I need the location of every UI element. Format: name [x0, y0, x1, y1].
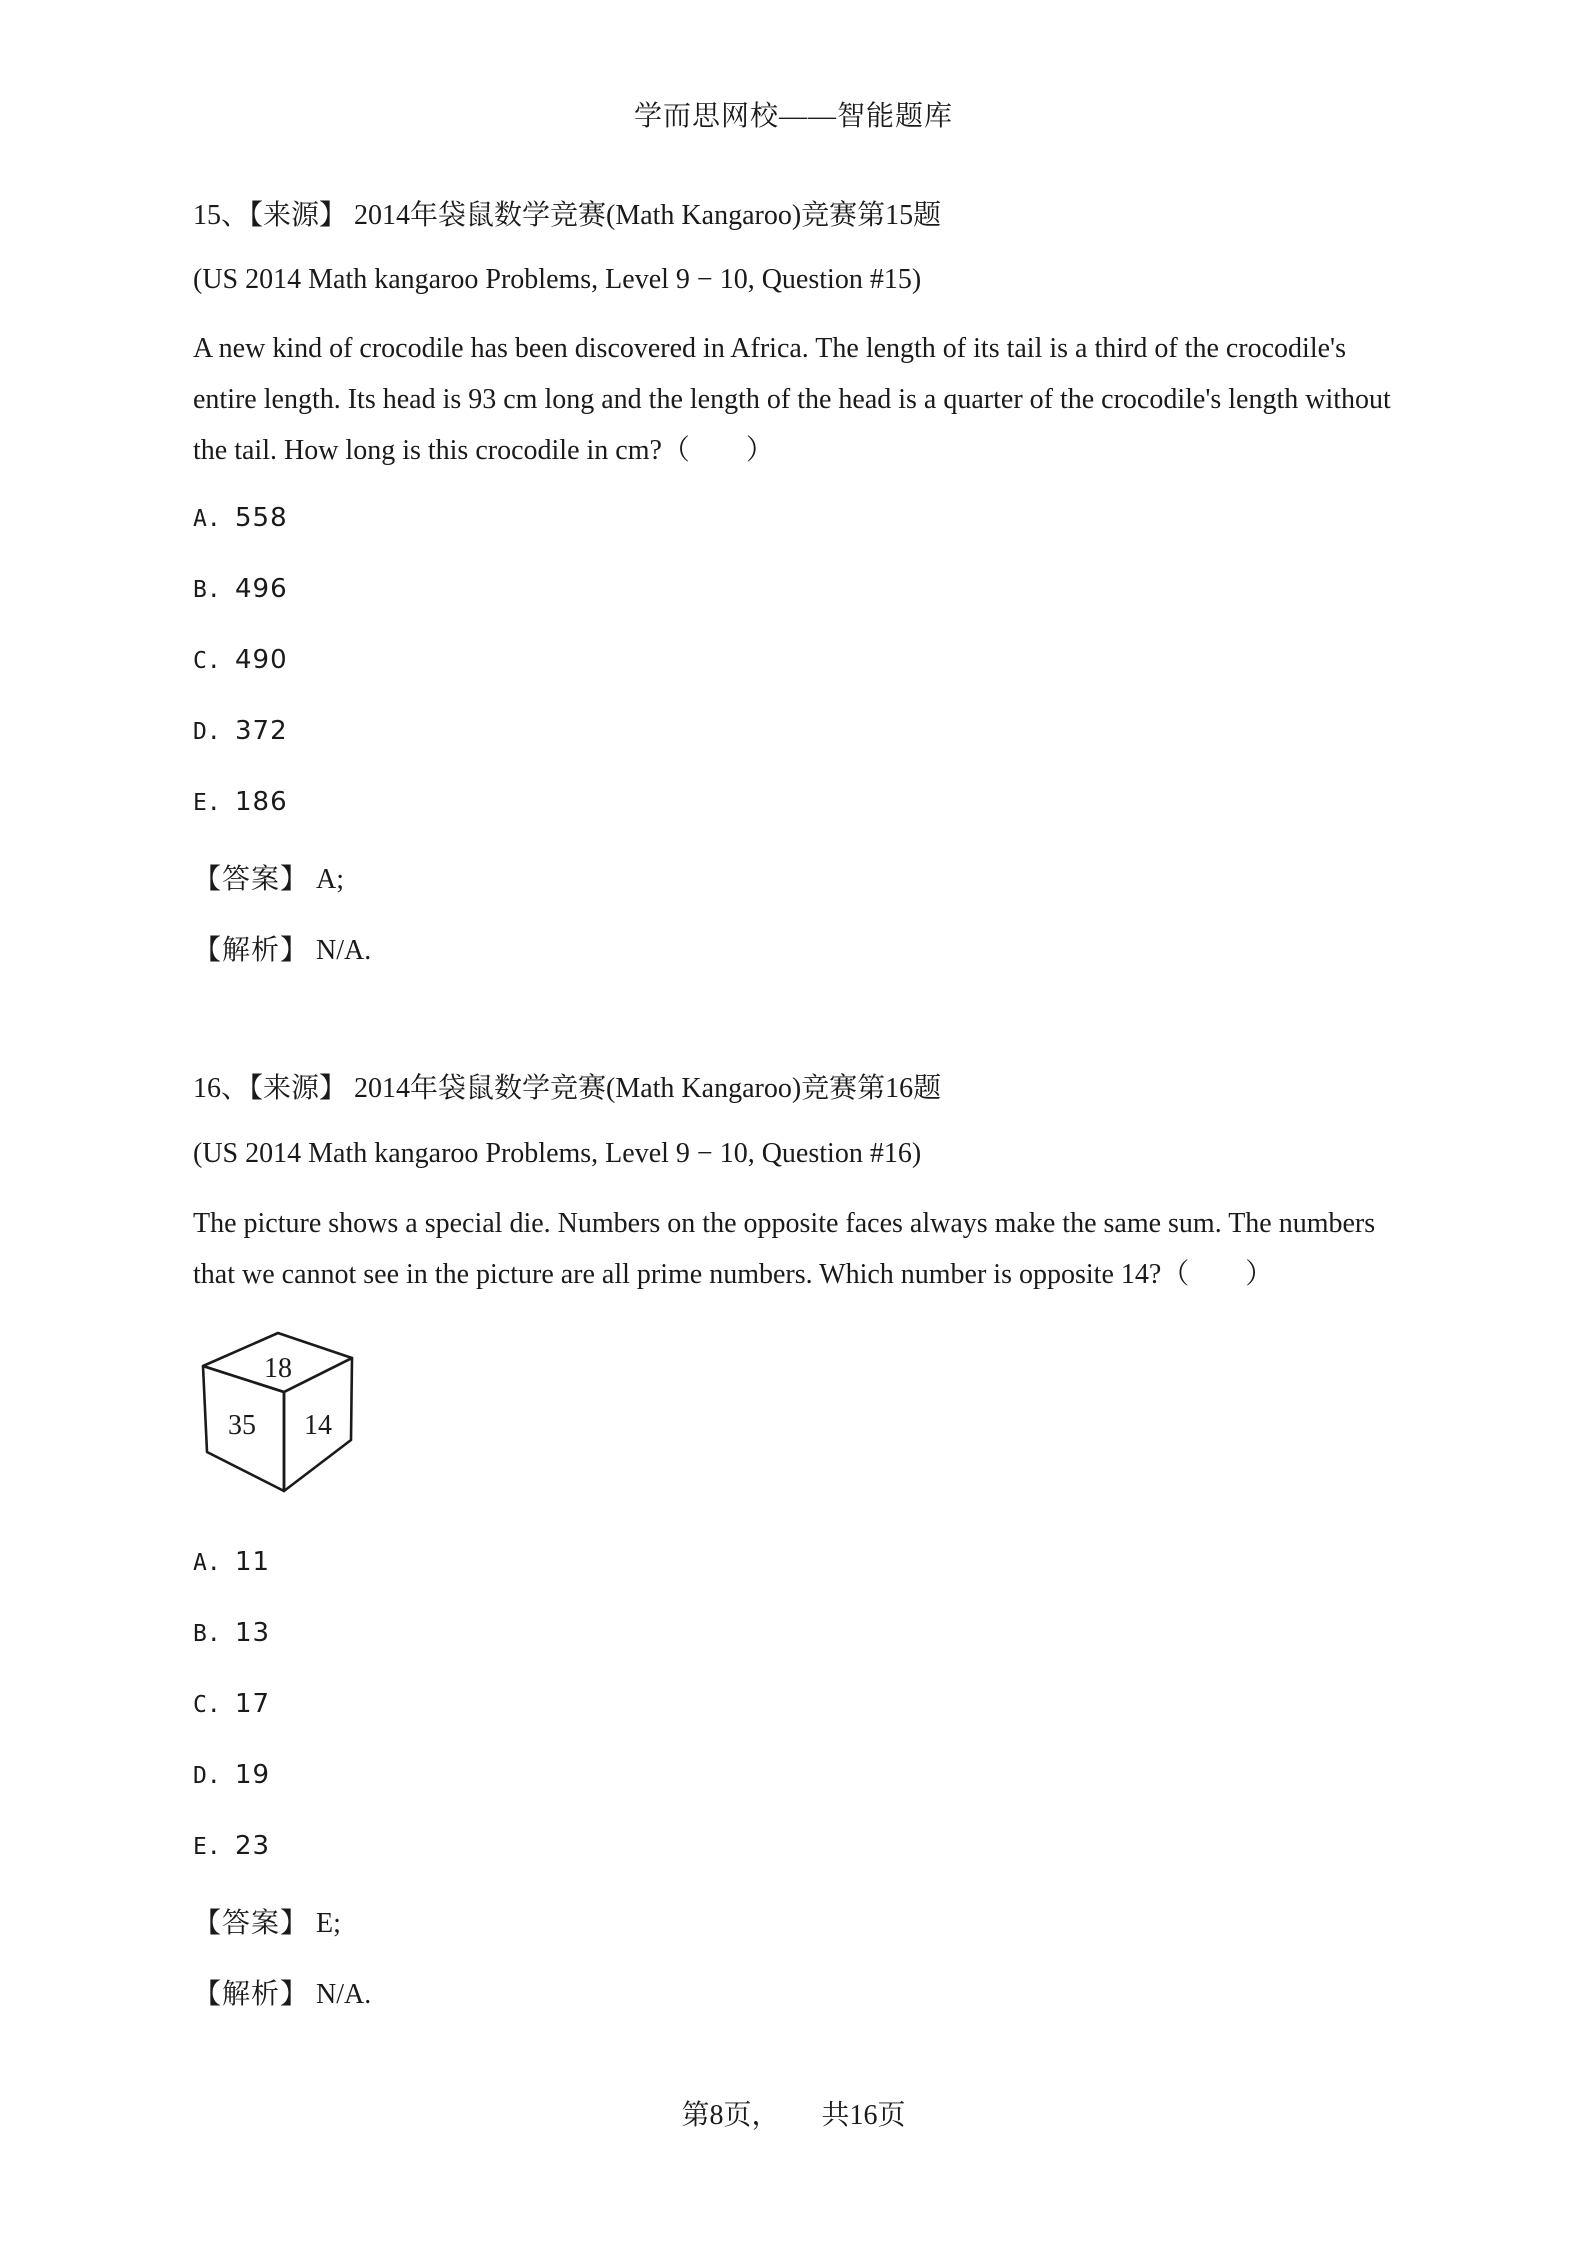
question-16-option-e — [193, 1830, 270, 1861]
option-value: 13 — [235, 1618, 271, 1648]
question-16-source: 16、【来源】 2014年袋鼠数学竞赛(Math Kangaroo)竞赛第16题 — [193, 1073, 942, 1104]
option-letter: C. — [193, 648, 221, 674]
option-value: 490 — [235, 645, 288, 675]
answer-label: 【答案】 — [193, 864, 310, 895]
option-letter: E. — [193, 790, 221, 816]
question-15-option-a — [193, 502, 288, 533]
option-value: 11 — [235, 1547, 271, 1577]
question-15-option-b — [193, 573, 288, 604]
option-letter: A. — [193, 1550, 221, 1576]
question-15-text: A new kind of crocodile has been discovered in Africa. The length of its tail is a third of the crocodile's entire length. Its head is 93 cm long and the length of the head is a quarter of the crocodile's length without the tail. How long is this crocodile in cm?（ ） — [193, 333, 1391, 466]
question-15-option-e — [193, 786, 288, 817]
question-15-answer — [193, 857, 344, 897]
answer-label: 【答案】 — [193, 1908, 310, 1939]
question-16-option-d — [193, 1759, 270, 1790]
question-15-analysis — [193, 928, 371, 968]
die-figure — [196, 1330, 356, 1496]
analysis-label: 【解析】 — [193, 935, 310, 966]
answer-value: A; — [316, 864, 345, 895]
question-16-text: The picture shows a special die. Numbers on the opposite faces always make the same sum. The numbers that we cannot see in the picture are all prime numbers. Which number is opposite 14?（ ） — [193, 1208, 1376, 1290]
option-value: 558 — [235, 503, 288, 533]
question-16-answer — [193, 1901, 341, 1941]
option-letter: E. — [193, 1834, 221, 1860]
analysis-label: 【解析】 — [193, 1979, 310, 2010]
question-16-analysis — [193, 1972, 371, 2012]
die-right-number: 14 — [304, 1410, 332, 1441]
question-15-sub-source: (US 2014 Math kangaroo Problems, Level 9 − 10, Question #15) — [193, 264, 922, 295]
page-total: 共16页 — [821, 2100, 906, 2131]
option-letter: D. — [193, 1763, 221, 1789]
option-value: 17 — [235, 1689, 271, 1719]
option-letter: B. — [193, 1621, 221, 1647]
analysis-value: N/A. — [316, 935, 372, 966]
option-value: 372 — [235, 716, 288, 746]
option-letter: B. — [193, 577, 221, 603]
question-15-option-c — [193, 644, 288, 675]
question-15-source: 15、【来源】 2014年袋鼠数学竞赛(Math Kangaroo)竞赛第15题 — [193, 200, 942, 231]
question-16-option-a — [193, 1546, 270, 1577]
option-letter: A. — [193, 506, 221, 532]
answer-value: E; — [316, 1908, 341, 1939]
question-16-option-c — [193, 1688, 270, 1719]
analysis-value: N/A. — [316, 1979, 372, 2010]
die-left-number: 35 — [228, 1410, 256, 1441]
option-letter: C. — [193, 1692, 221, 1718]
option-value: 23 — [235, 1831, 271, 1861]
page-number: 第8页， — [681, 2100, 780, 2131]
die-top-number: 18 — [264, 1353, 292, 1384]
option-value: 19 — [235, 1760, 271, 1790]
option-value: 496 — [235, 574, 288, 604]
question-16-option-b — [193, 1617, 270, 1648]
page-footer — [0, 2093, 1587, 2133]
option-letter: D. — [193, 719, 221, 745]
page-header: 学而思网校——智能题库 — [633, 101, 953, 132]
question-16-sub-source: (US 2014 Math kangaroo Problems, Level 9 − 10, Question #16) — [193, 1138, 922, 1169]
option-value: 186 — [235, 787, 288, 817]
question-15-option-d — [193, 715, 288, 746]
